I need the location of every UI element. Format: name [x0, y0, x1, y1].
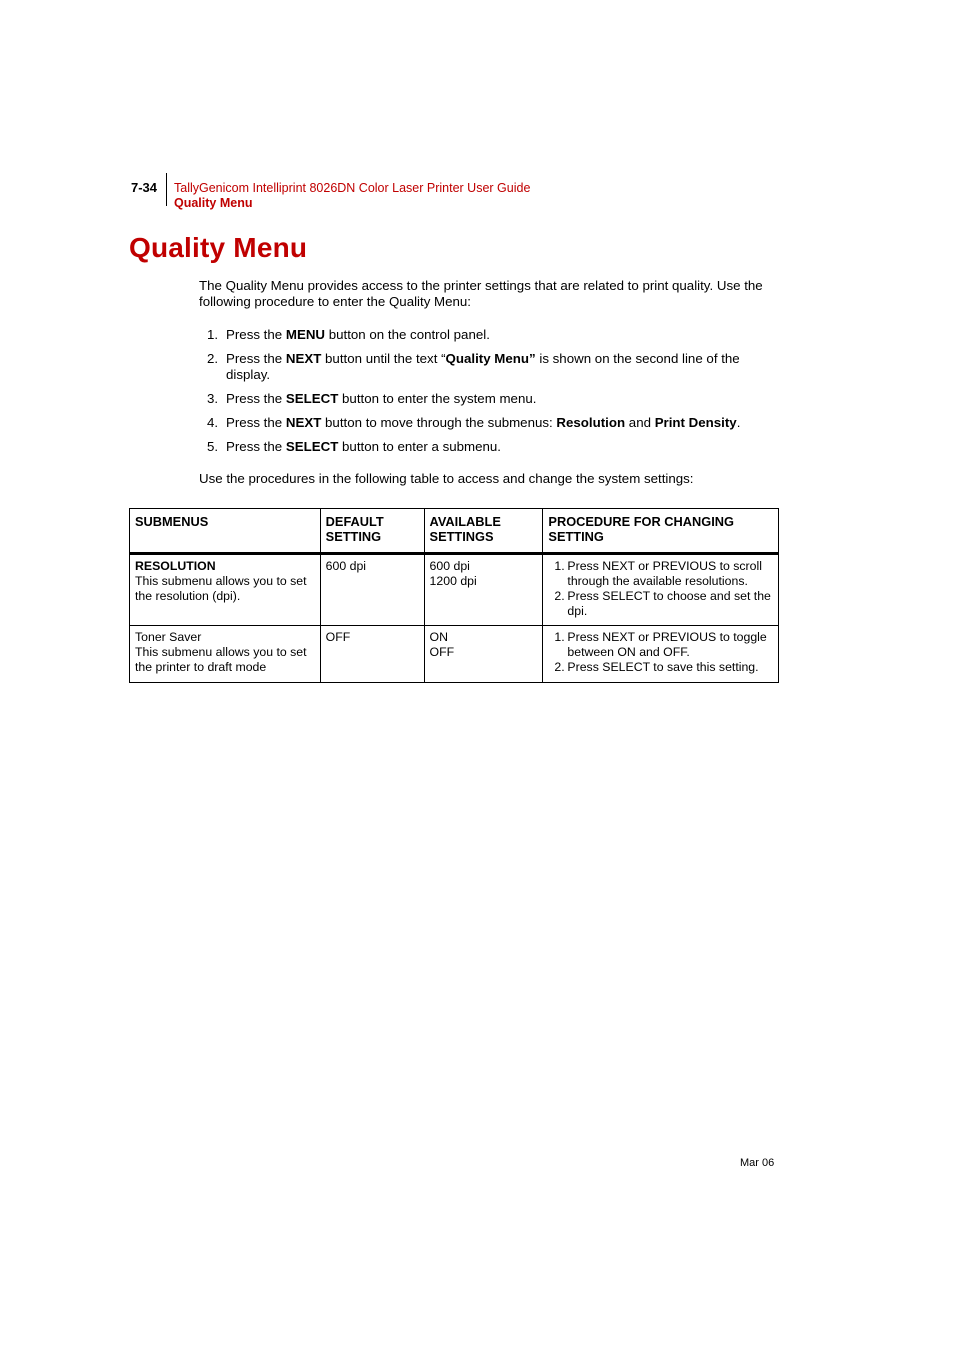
- step-text: button until the text “: [321, 351, 446, 366]
- step-keyword: SELECT: [285, 439, 339, 454]
- intro-paragraph: The Quality Menu provides access to the printer settings that are related to print quality. Use the following procedure to enter the Quality Menu:: [199, 278, 763, 309]
- step-item: [199, 351, 769, 383]
- step-text: .: [736, 415, 741, 430]
- outro-paragraph: Use the procedures in the following table to access and change the system settings:: [199, 471, 694, 486]
- step-keyword: Print Density: [654, 415, 737, 430]
- step-text: button to enter the system menu.: [338, 391, 537, 406]
- footer-date: Mar 06: [740, 1157, 775, 1169]
- header-section: Quality Menu: [174, 196, 253, 210]
- step-text: Press the: [226, 351, 286, 366]
- step-number: 3.: [207, 391, 219, 406]
- procedure-step: 1. Press NEXT or PREVIOUS to scroll through the available resolutions.: [554, 559, 762, 588]
- header-available-settings: AVAILABLE SETTINGS: [424, 509, 543, 554]
- submenu-description: This submenu allows you to set the printer to draft mode: [135, 645, 307, 674]
- available-cell: [424, 554, 543, 626]
- step-keyword: NEXT: [285, 415, 322, 430]
- step-item: [199, 415, 769, 431]
- submenu-name: Toner Saver: [135, 630, 202, 644]
- header-submenus: SUBMENUS: [130, 509, 321, 554]
- available-option: 600 dpi: [429, 559, 470, 573]
- default-cell: 600 dpi: [320, 554, 424, 626]
- step-text: button to move through the submenus:: [321, 415, 557, 430]
- procedure-cell: [543, 554, 779, 626]
- step-text: button to enter a submenu.: [338, 439, 501, 454]
- guide-title: TallyGenicom Intelliprint 8026DN Color Laser Printer User Guide: [174, 181, 531, 195]
- header-procedure: PROCEDURE FOR CHANGING SETTING: [543, 509, 779, 554]
- step-number: 1.: [207, 327, 219, 342]
- available-option: ON: [429, 630, 448, 644]
- procedure-step: 1. Press NEXT or PREVIOUS to toggle between ON and OFF.: [554, 630, 767, 659]
- procedure-steps: [199, 327, 769, 463]
- step-keyword: Resolution: [556, 415, 626, 430]
- header-divider: [166, 173, 167, 206]
- step-number: 4.: [207, 415, 219, 430]
- step-item: [199, 391, 769, 407]
- submenu-cell: [130, 554, 321, 626]
- step-text: Press the: [226, 327, 286, 342]
- step-number: 5.: [207, 439, 219, 454]
- step-text: Press the: [226, 439, 286, 454]
- step-item: [199, 327, 769, 343]
- available-option: 1200 dpi: [429, 574, 477, 588]
- step-keyword: MENU: [285, 327, 326, 342]
- table-row: [130, 554, 779, 626]
- step-text: and: [625, 415, 655, 430]
- available-cell: [424, 626, 543, 683]
- submenu-description: This submenu allows you to set the resolution (dpi).: [135, 574, 307, 603]
- default-cell: OFF: [320, 626, 424, 683]
- submenu-cell: [130, 626, 321, 683]
- submenu-name: RESOLUTION: [135, 559, 216, 573]
- step-text: button on the control panel.: [325, 327, 490, 342]
- step-number: 2.: [207, 351, 219, 366]
- page-number: 7-34: [131, 180, 158, 195]
- table-header-row: [130, 509, 779, 554]
- available-option: OFF: [429, 645, 455, 659]
- procedure-cell: [543, 626, 779, 683]
- header-default-setting: DEFAULT SETTING: [320, 509, 424, 554]
- step-text: Press the: [226, 391, 286, 406]
- step-keyword: Quality Menu”: [445, 351, 536, 366]
- quality-settings-table: [129, 508, 779, 683]
- step-keyword: SELECT: [285, 391, 339, 406]
- step-text: is shown on the second line of the display.: [226, 351, 740, 382]
- step-keyword: NEXT: [285, 351, 322, 366]
- procedure-step: 2. Press SELECT to choose and set the dpi.: [554, 589, 771, 618]
- procedure-step: 2. Press SELECT to save this setting.: [554, 660, 759, 674]
- step-item: [199, 439, 769, 455]
- table-row: [130, 626, 779, 683]
- step-text: Press the: [226, 415, 286, 430]
- page-title: Quality Menu: [129, 232, 308, 263]
